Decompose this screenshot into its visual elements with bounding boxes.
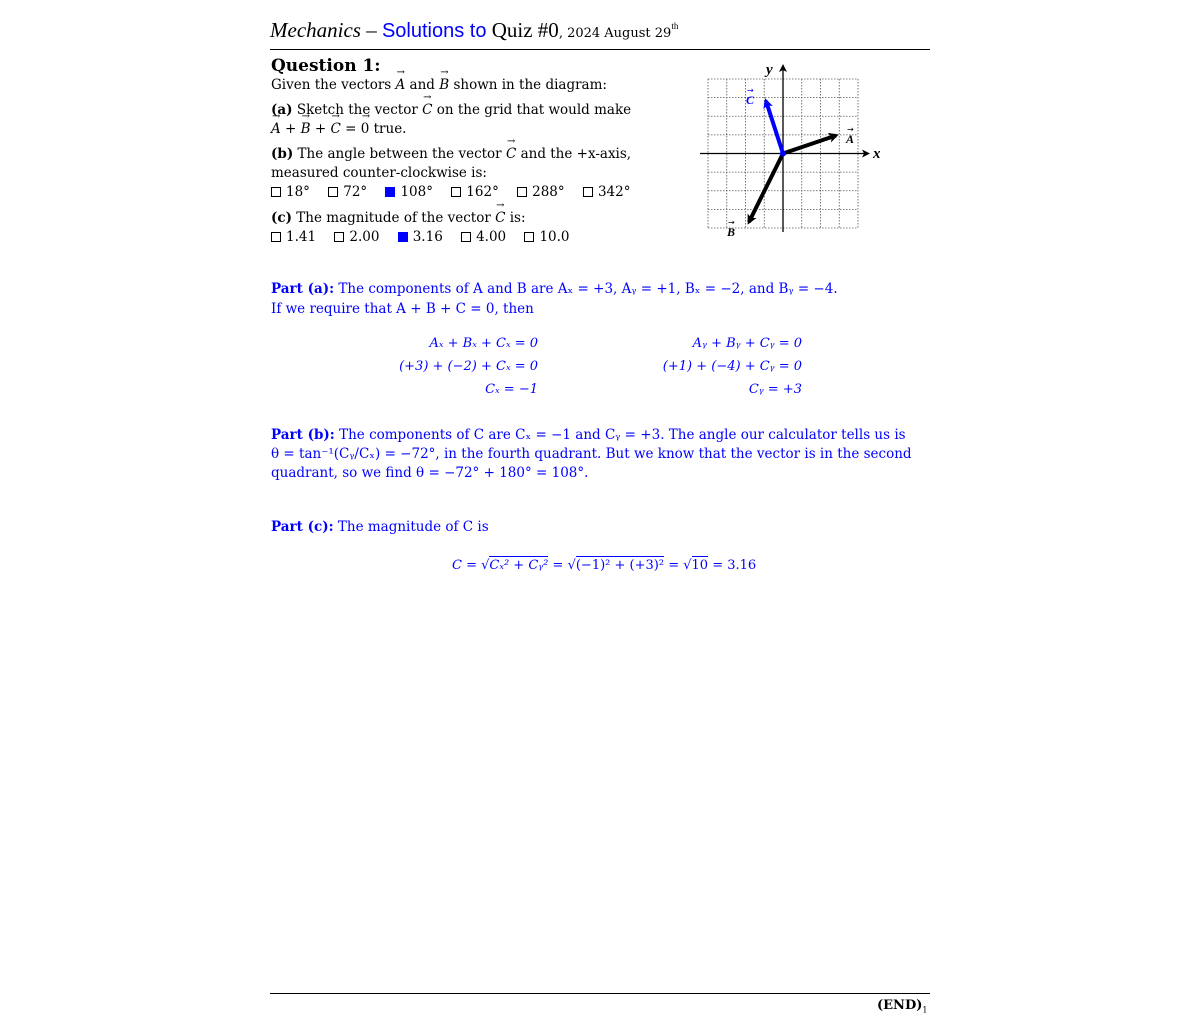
eq-y-2: (+1) + (−4) + Cᵧ = 0 xyxy=(662,359,802,374)
part-b-prompt xyxy=(271,146,631,162)
vector-A-arrow xyxy=(783,136,836,154)
eq-equals: = xyxy=(664,558,684,573)
checkbox-icon[interactable] xyxy=(328,187,338,197)
solution-part-b-label: Part (b): xyxy=(271,427,335,443)
checkbox-icon[interactable] xyxy=(517,187,527,197)
part-a-prompt xyxy=(271,102,631,118)
option-10.0[interactable] xyxy=(524,229,569,245)
part-a-equation: → A + → B + → C = → 0 true. xyxy=(271,121,406,137)
eq-C: → C xyxy=(330,121,340,137)
option-342[interactable] xyxy=(583,184,631,200)
part-a-label: (a) xyxy=(271,102,293,118)
eq-result: = 3.16 xyxy=(708,558,757,573)
eq-A: → A xyxy=(271,121,281,137)
option-label: 342° xyxy=(597,184,631,200)
date-label: , 2024 August 29 xyxy=(558,26,672,41)
eq-B: → B xyxy=(301,121,311,137)
intro-post: shown in the diagram: xyxy=(449,77,607,93)
option-label: 288° xyxy=(532,184,565,200)
sqrt-values: (−1)² + (+3)² xyxy=(575,558,665,573)
course-title: Mechanics xyxy=(270,18,361,42)
solution-part-c-line1 xyxy=(271,519,489,535)
vector-B-label: B xyxy=(727,225,736,239)
option-label: 4.00 xyxy=(476,229,507,245)
part-b-label: (b) xyxy=(271,146,294,162)
option-162[interactable] xyxy=(451,184,499,200)
checkbox-icon[interactable] xyxy=(334,232,344,242)
vector-B-arrow xyxy=(749,154,783,223)
part-a-text-post: on the grid that would make xyxy=(432,102,632,118)
checkbox-icon[interactable] xyxy=(271,232,281,242)
vector-C-arrow xyxy=(766,101,783,154)
footer-rule xyxy=(270,993,930,994)
part-b-text-post: and the +x-axis, xyxy=(516,146,632,162)
question-title: Question 1: xyxy=(271,56,381,76)
solution-part-a-text: The components of A and B are Aₓ = +3, Aᵧ = +1, Bₓ = −2, and Bᵧ = −4. xyxy=(334,281,838,297)
y-axis-label: y xyxy=(766,62,773,78)
x-axis-label: x xyxy=(873,146,881,162)
vector-B-symbol: → B xyxy=(439,77,449,93)
solution-part-a-line1 xyxy=(271,281,838,297)
option-1.41[interactable] xyxy=(271,229,316,245)
option-4.00[interactable] xyxy=(461,229,506,245)
option-288[interactable] xyxy=(517,184,565,200)
part-c-text-post: is: xyxy=(505,210,526,226)
magnitude-equation: C = √Cₓ² + Cᵧ² = √(−1)² + (+3)² = √10 = 3.16 xyxy=(452,558,757,573)
footer-end xyxy=(877,998,927,1015)
page-header xyxy=(270,18,678,43)
part-c-prompt xyxy=(271,210,526,226)
option-label: 10.0 xyxy=(539,229,570,245)
vector-A-label: A xyxy=(846,132,855,146)
question-intro xyxy=(271,77,607,93)
checkbox-icon[interactable] xyxy=(451,187,461,197)
option-18[interactable] xyxy=(271,184,310,200)
svg-text:→: → xyxy=(728,218,735,227)
solution-part-b-line1 xyxy=(271,427,931,443)
checkbox-checked-icon[interactable] xyxy=(385,187,395,197)
option-108[interactable] xyxy=(385,184,433,200)
part-c-text: The magnitude of the vector xyxy=(292,210,496,226)
checkbox-icon[interactable] xyxy=(461,232,471,242)
eq-y-1: Aᵧ + Bᵧ + Cᵧ = 0 xyxy=(692,336,802,351)
eq-x-1: Aₓ + Bₓ + Cₓ = 0 xyxy=(429,336,538,351)
solutions-label: Solutions to xyxy=(381,20,487,42)
origin-dot xyxy=(780,151,786,157)
svg-text:→: → xyxy=(847,125,854,134)
solution-part-a-label: Part (a): xyxy=(271,281,335,297)
header-dash: – xyxy=(360,18,382,42)
intro-text: Given the vectors xyxy=(271,77,396,93)
checkbox-icon[interactable] xyxy=(524,232,534,242)
option-label: 3.16 xyxy=(412,229,443,245)
option-label: 18° xyxy=(286,184,310,200)
sqrt-ten: 10 xyxy=(691,558,709,573)
eq-lhs: C = xyxy=(452,558,482,573)
vector-C-symbol: → C xyxy=(422,102,432,118)
intro-and: and xyxy=(405,77,440,93)
option-2.00[interactable] xyxy=(334,229,379,245)
eq-x-3: Cₓ = −1 xyxy=(485,382,538,397)
eq-equals: = xyxy=(548,558,568,573)
option-label: 72° xyxy=(343,184,368,200)
part-b-text: The angle between the vector xyxy=(293,146,506,162)
eq-y-3: Cᵧ = +3 xyxy=(748,382,802,397)
option-label: 2.00 xyxy=(349,229,380,245)
svg-text:→: → xyxy=(747,86,754,95)
option-3.16[interactable] xyxy=(398,229,443,245)
page-number: 1 xyxy=(922,1005,928,1015)
solution-part-b-line3: quadrant, so we find θ = −72° + 180° = 108°. xyxy=(271,465,589,481)
vector-diagram xyxy=(695,55,895,245)
vector-A-symbol: → A xyxy=(396,77,406,93)
solution-part-a-line2: If we require that A + B + C = 0, then xyxy=(271,301,534,317)
date-suffix: th xyxy=(671,21,679,31)
solution-part-b-text: The components of C are Cₓ = −1 and Cᵧ = +3. The angle our calculator tells us is xyxy=(334,427,906,443)
vector-C-symbol: → C xyxy=(495,210,505,226)
option-72[interactable] xyxy=(328,184,367,200)
part-c-label: (c) xyxy=(271,210,292,226)
header-rule xyxy=(270,49,930,50)
checkbox-checked-icon[interactable] xyxy=(398,232,408,242)
eq-zero: → 0 xyxy=(361,121,370,137)
end-label: (END) xyxy=(877,998,923,1013)
part-c-options xyxy=(271,229,584,245)
option-label: 162° xyxy=(466,184,499,200)
checkbox-icon[interactable] xyxy=(271,187,281,197)
eq-x-2: (+3) + (−2) + Cₓ = 0 xyxy=(399,359,538,374)
vector-C-label: C xyxy=(746,93,755,107)
part-b-line2: measured counter-clockwise is: xyxy=(271,165,487,181)
part-a-text: Sketch the vector xyxy=(292,102,423,118)
part-b-options xyxy=(271,184,644,200)
solution-part-c-label: Part (c): xyxy=(271,519,334,535)
sqrt-components: Cₓ² + Cᵧ² xyxy=(489,558,549,573)
option-label: 108° xyxy=(400,184,433,200)
solution-part-b-line2: θ = tan⁻¹(Cᵧ/Cₓ) = −72°, in the fourth quadrant. But we know that the vector is in the second xyxy=(271,446,912,462)
solution-part-c-text: The magnitude of C is xyxy=(333,519,489,535)
checkbox-icon[interactable] xyxy=(583,187,593,197)
vector-C-symbol: → C xyxy=(506,146,516,162)
quiz-label: Quiz #0 xyxy=(491,18,559,42)
option-label: 1.41 xyxy=(286,229,317,245)
